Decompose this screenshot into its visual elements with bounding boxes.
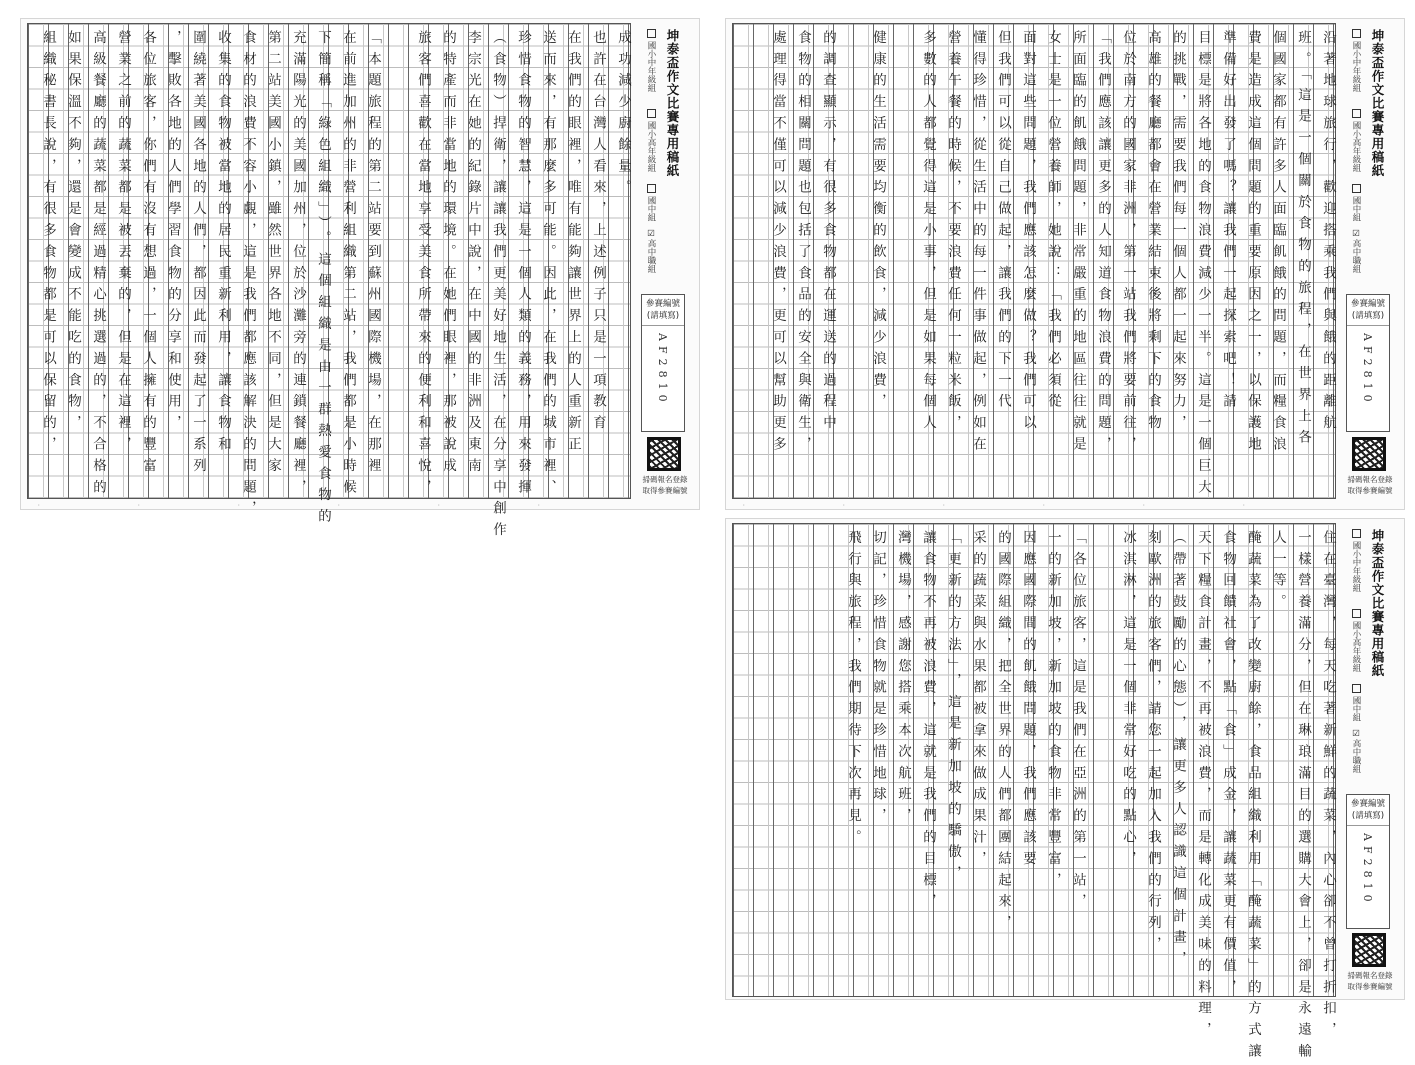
text-column: 第二站美國小鎮，雖然世界各地不同，但是大家 <box>265 30 281 480</box>
text-column: 處理得當不僅可以減少浪費，更可以幫助更多 <box>770 30 786 458</box>
text-column: 圍繞著美國各地的人們，都因此而發起了一系列 <box>190 30 206 480</box>
qr-caption: 掃碼報名登錄 取得參賽編號 <box>1347 475 1393 495</box>
category-option[interactable]: 國中組 <box>1350 684 1362 722</box>
text-column: 營業之前的蔬菜都是被丟棄的，但是在這裡， <box>115 30 131 458</box>
text-column: 懂得珍惜，從生活中的每一件事做起，例如在 <box>970 30 986 458</box>
form-title: 坤泰盃作文比賽專用稿紙 <box>665 29 680 178</box>
entry-number-value: AF2810 <box>1361 833 1374 907</box>
text-column: 如果保溫不夠，還是會變成不能吃的食物， <box>65 30 81 437</box>
text-column: 組織秘書長說，有很多食物都是可以保留的， <box>40 30 56 458</box>
text-column: 人一等。 <box>1270 530 1286 616</box>
checkbox[interactable] <box>1352 109 1361 118</box>
checkbox[interactable] <box>1352 184 1361 193</box>
text-column: 一的新加坡，新加坡的食物非常豐富， <box>1045 530 1061 894</box>
checkbox[interactable] <box>1352 29 1361 38</box>
text-column: 收集的食物被當地的居民重新利用，讓食物和 <box>215 30 231 458</box>
text-column: （帶著鼓勵的心態），讓更多人認識這個計畫， <box>1170 530 1186 973</box>
text-column: 營養午餐的時候，不要浪費任何一粒米飯， <box>945 30 961 437</box>
entry-number-box <box>641 294 685 432</box>
text-column: 飛行與旅程，我們期待下次再見。 <box>845 530 861 851</box>
writing-grid-3 <box>732 523 1336 1065</box>
essay-page-2 <box>725 18 1405 510</box>
text-column: 食物的相關問題也包括了食品的安全與衛生， <box>795 30 811 458</box>
text-column: 「各位旅客，這是我們在亞洲的第一站， <box>1070 530 1086 916</box>
text-column: 一樣營養滿分，但在琳琅滿目的選購大會上，卻是永遠輸 <box>1295 530 1311 1065</box>
checked-checkbox-icon[interactable]: ☑ <box>1351 229 1361 239</box>
text-column: 成功減少廚餘量。 <box>615 30 631 202</box>
qr-caption: 掃碼報名登錄 取得參賽編號 <box>1347 971 1393 991</box>
checkbox[interactable] <box>1352 609 1361 618</box>
form-title: 坤泰盃作文比賽專用稿紙 <box>1370 29 1385 178</box>
text-column: 「我們應該讓更多的人知道食物浪費的問題， <box>1095 30 1111 458</box>
text-column: 李宗光在她的紀錄片中說，在中國的非洲及東南 <box>465 30 481 480</box>
checkbox[interactable] <box>647 29 656 38</box>
category-option[interactable]: 國中組 <box>645 184 657 222</box>
essay-page-3 <box>725 518 1405 1065</box>
text-column: 刻歐洲的旅客們，請您一起加入我們的行列， <box>1145 530 1161 958</box>
text-column: 健康的生活需要均衡的飲食，減少浪費， <box>870 30 886 416</box>
category-option[interactable]: 國小中年級組 <box>645 29 657 92</box>
category-option[interactable]: 國小中年級組 <box>1350 529 1362 592</box>
entry-number-box <box>1346 294 1390 432</box>
text-column: 的挑戰，需要我們每一個人都一起來努力， <box>1170 30 1186 437</box>
text-column: 費是造成這個問題的重要原因之一，以保護地 <box>1245 30 1261 458</box>
text-column: 冰淇淋，這是一個非常好吃的點心， <box>1120 530 1136 873</box>
text-column: 因應國際間的飢餓問題，我們應該要 <box>1020 530 1036 873</box>
text-column: 醃蔬菜為了改變廚餘，食品組織利用「醃蔬菜」的方式讓 <box>1245 530 1261 1065</box>
text-column: 高雄的餐廳都會在營業結束後將剩下的食物 <box>1145 30 1161 437</box>
category-option-selected[interactable]: ☑高中職組 <box>1351 229 1361 273</box>
text-column: 天下糧食計畫，不再被浪費，而是轉化成美味的料理， <box>1195 530 1211 1044</box>
text-column: 下簡稱「綠色組織」）。這個組織是由一群熱愛食物的 <box>315 30 331 531</box>
text-column: 個國家都有許多人面臨飢餓的問題，而糧食浪 <box>1270 30 1286 458</box>
entry-number-label: 參賽編號 (請填寫) <box>642 298 684 326</box>
qr-code-icon[interactable] <box>1352 933 1386 967</box>
text-column: 灣機場，感謝您搭乘本次航班， <box>895 530 911 830</box>
entry-number-value: AF2810 <box>1361 333 1374 407</box>
text-column: 所面臨的飢餓問題，非常嚴重的地區往往就是 <box>1070 30 1086 458</box>
checkbox[interactable] <box>1352 529 1361 538</box>
text-column: 的特產而非當地的環境。在她們眼裡，那被說成 <box>440 30 456 480</box>
text-column: 切記，珍惜食物就是珍惜地球， <box>870 530 886 830</box>
grid-ruler: · · · · · · <box>37 502 541 509</box>
text-column: 食材的浪費不容小覷，這是我們都應該解決的問題， <box>240 30 256 523</box>
category-option-selected[interactable]: ☑高中職組 <box>646 229 656 273</box>
text-column: 采的蔬菜與水果都被拿來做成果汁， <box>970 530 986 873</box>
text-column: 的調查顯示，有很多食物都在運送的過程中 <box>820 30 836 437</box>
form-title: 坤泰盃作文比賽專用稿紙 <box>1370 529 1385 678</box>
text-column: 充滿陽光的美國加州，位於沙灘旁的連鎖餐廳裡， <box>290 30 306 501</box>
text-column: ，擊敗各地的人們學習食物的分享和使用， <box>165 30 181 437</box>
text-column: 「更新的方法」，這是新加坡的驕傲， <box>945 530 961 888</box>
checked-checkbox-icon[interactable]: ☑ <box>1351 729 1361 739</box>
category-option[interactable]: 國小高年級組 <box>1350 609 1362 672</box>
text-column: 各位旅客，你們有沒有想過，一個人擁有的豐富 <box>140 30 156 480</box>
category-option[interactable]: 國中組 <box>1350 184 1362 222</box>
checkbox[interactable] <box>1352 684 1361 693</box>
text-column: 讓食物不再被浪費，這就是我們的目標， <box>920 530 936 916</box>
text-column: 女士是一位營養師，她說：「我們必須從 <box>1045 30 1061 416</box>
writing-grid-1 <box>27 23 631 544</box>
qr-code-icon[interactable] <box>647 437 681 471</box>
text-column: 「本題旅程的第二站要到蘇州國際機場，在那裡 <box>365 30 381 480</box>
text-column: 珍惜食物的智慧，這是一個人類的義務，用來發揮 <box>515 30 531 501</box>
qr-caption: 掃碼報名登錄 取得參賽編號 <box>642 475 688 495</box>
text-column: 準備好出發了嗎？讓我們一起探索吧！請 <box>1220 30 1236 416</box>
category-option[interactable]: 國小高年級組 <box>1350 109 1362 172</box>
text-column: （食物）捍衛，讓讓我們更美好地生活，在分享中創作 <box>490 30 506 544</box>
grid-ruler: · · · · · · <box>742 502 1246 509</box>
text-column: 但我們可以從自己做起，讓我們的下一代 <box>995 30 1011 416</box>
form-sidebar-2 <box>1338 19 1404 511</box>
text-column: 旅客們喜歡在當地享受美食所帶來的便利和喜悅， <box>415 30 431 501</box>
checked-checkbox-icon[interactable]: ☑ <box>646 229 656 239</box>
writing-grid-2 <box>732 23 1336 499</box>
category-option-selected[interactable]: ☑高中職組 <box>1351 729 1361 773</box>
category-option[interactable]: 國小高年級組 <box>645 109 657 172</box>
entry-number-box <box>1346 794 1390 929</box>
entry-number-value: AF2810 <box>656 333 669 407</box>
text-column: 面對這些問題，我們應該怎麼做？我們可以 <box>1020 30 1036 437</box>
text-column: 的國際組織，把全世界的人們都團結起來， <box>995 530 1011 937</box>
text-column: 在前進加州的非營利組織第二站，我們都是小時候 <box>340 30 356 501</box>
text-column: 班。「這是一個關於食物的旅程，在世界上各 <box>1295 30 1311 452</box>
entry-number-label: 參賽編號 (請填寫) <box>1347 298 1389 326</box>
text-column: 送而來，有那麼多可能。因此，在我們的城市裡、 <box>540 30 556 501</box>
checkbox[interactable] <box>647 184 656 193</box>
form-sidebar-1 <box>633 19 699 511</box>
text-column: 食物回饋社會，點「食」成金，讓蔬菜更有價值， <box>1220 530 1236 1001</box>
text-column: 住在臺灣，每天吃著新鮮的蔬菜，內心卻不曾打折扣， <box>1320 530 1336 1044</box>
text-column: 位於南方的國家非洲，第一站我們將要前往， <box>1120 30 1136 458</box>
text-column: 在我們的眼裡，唯有能夠讓世界上的人重新正 <box>565 30 581 458</box>
entry-number-label: 參賽編號 (請填寫) <box>1347 798 1389 826</box>
checkbox[interactable] <box>647 109 656 118</box>
category-option[interactable]: 國小中年級組 <box>1350 29 1362 92</box>
text-column: 沿著地球旅行，歡迎搭乘我們與餓的距離航 <box>1320 30 1336 437</box>
text-column: 目標是將各地的食物浪費減少一半。這是一個巨大 <box>1195 30 1211 501</box>
text-column: 多數的人都覺得這是小事，但是如果每個人 <box>920 30 936 437</box>
text-column: 高級餐廳的蔬菜都是經過精心挑選過的，不合格的 <box>90 30 106 501</box>
form-sidebar-3 <box>1338 519 1404 1001</box>
essay-page-1 <box>20 18 700 544</box>
qr-code-icon[interactable] <box>1352 437 1386 471</box>
text-column: 也許在台灣人看來，上述例子只是一項教育 <box>590 30 606 437</box>
